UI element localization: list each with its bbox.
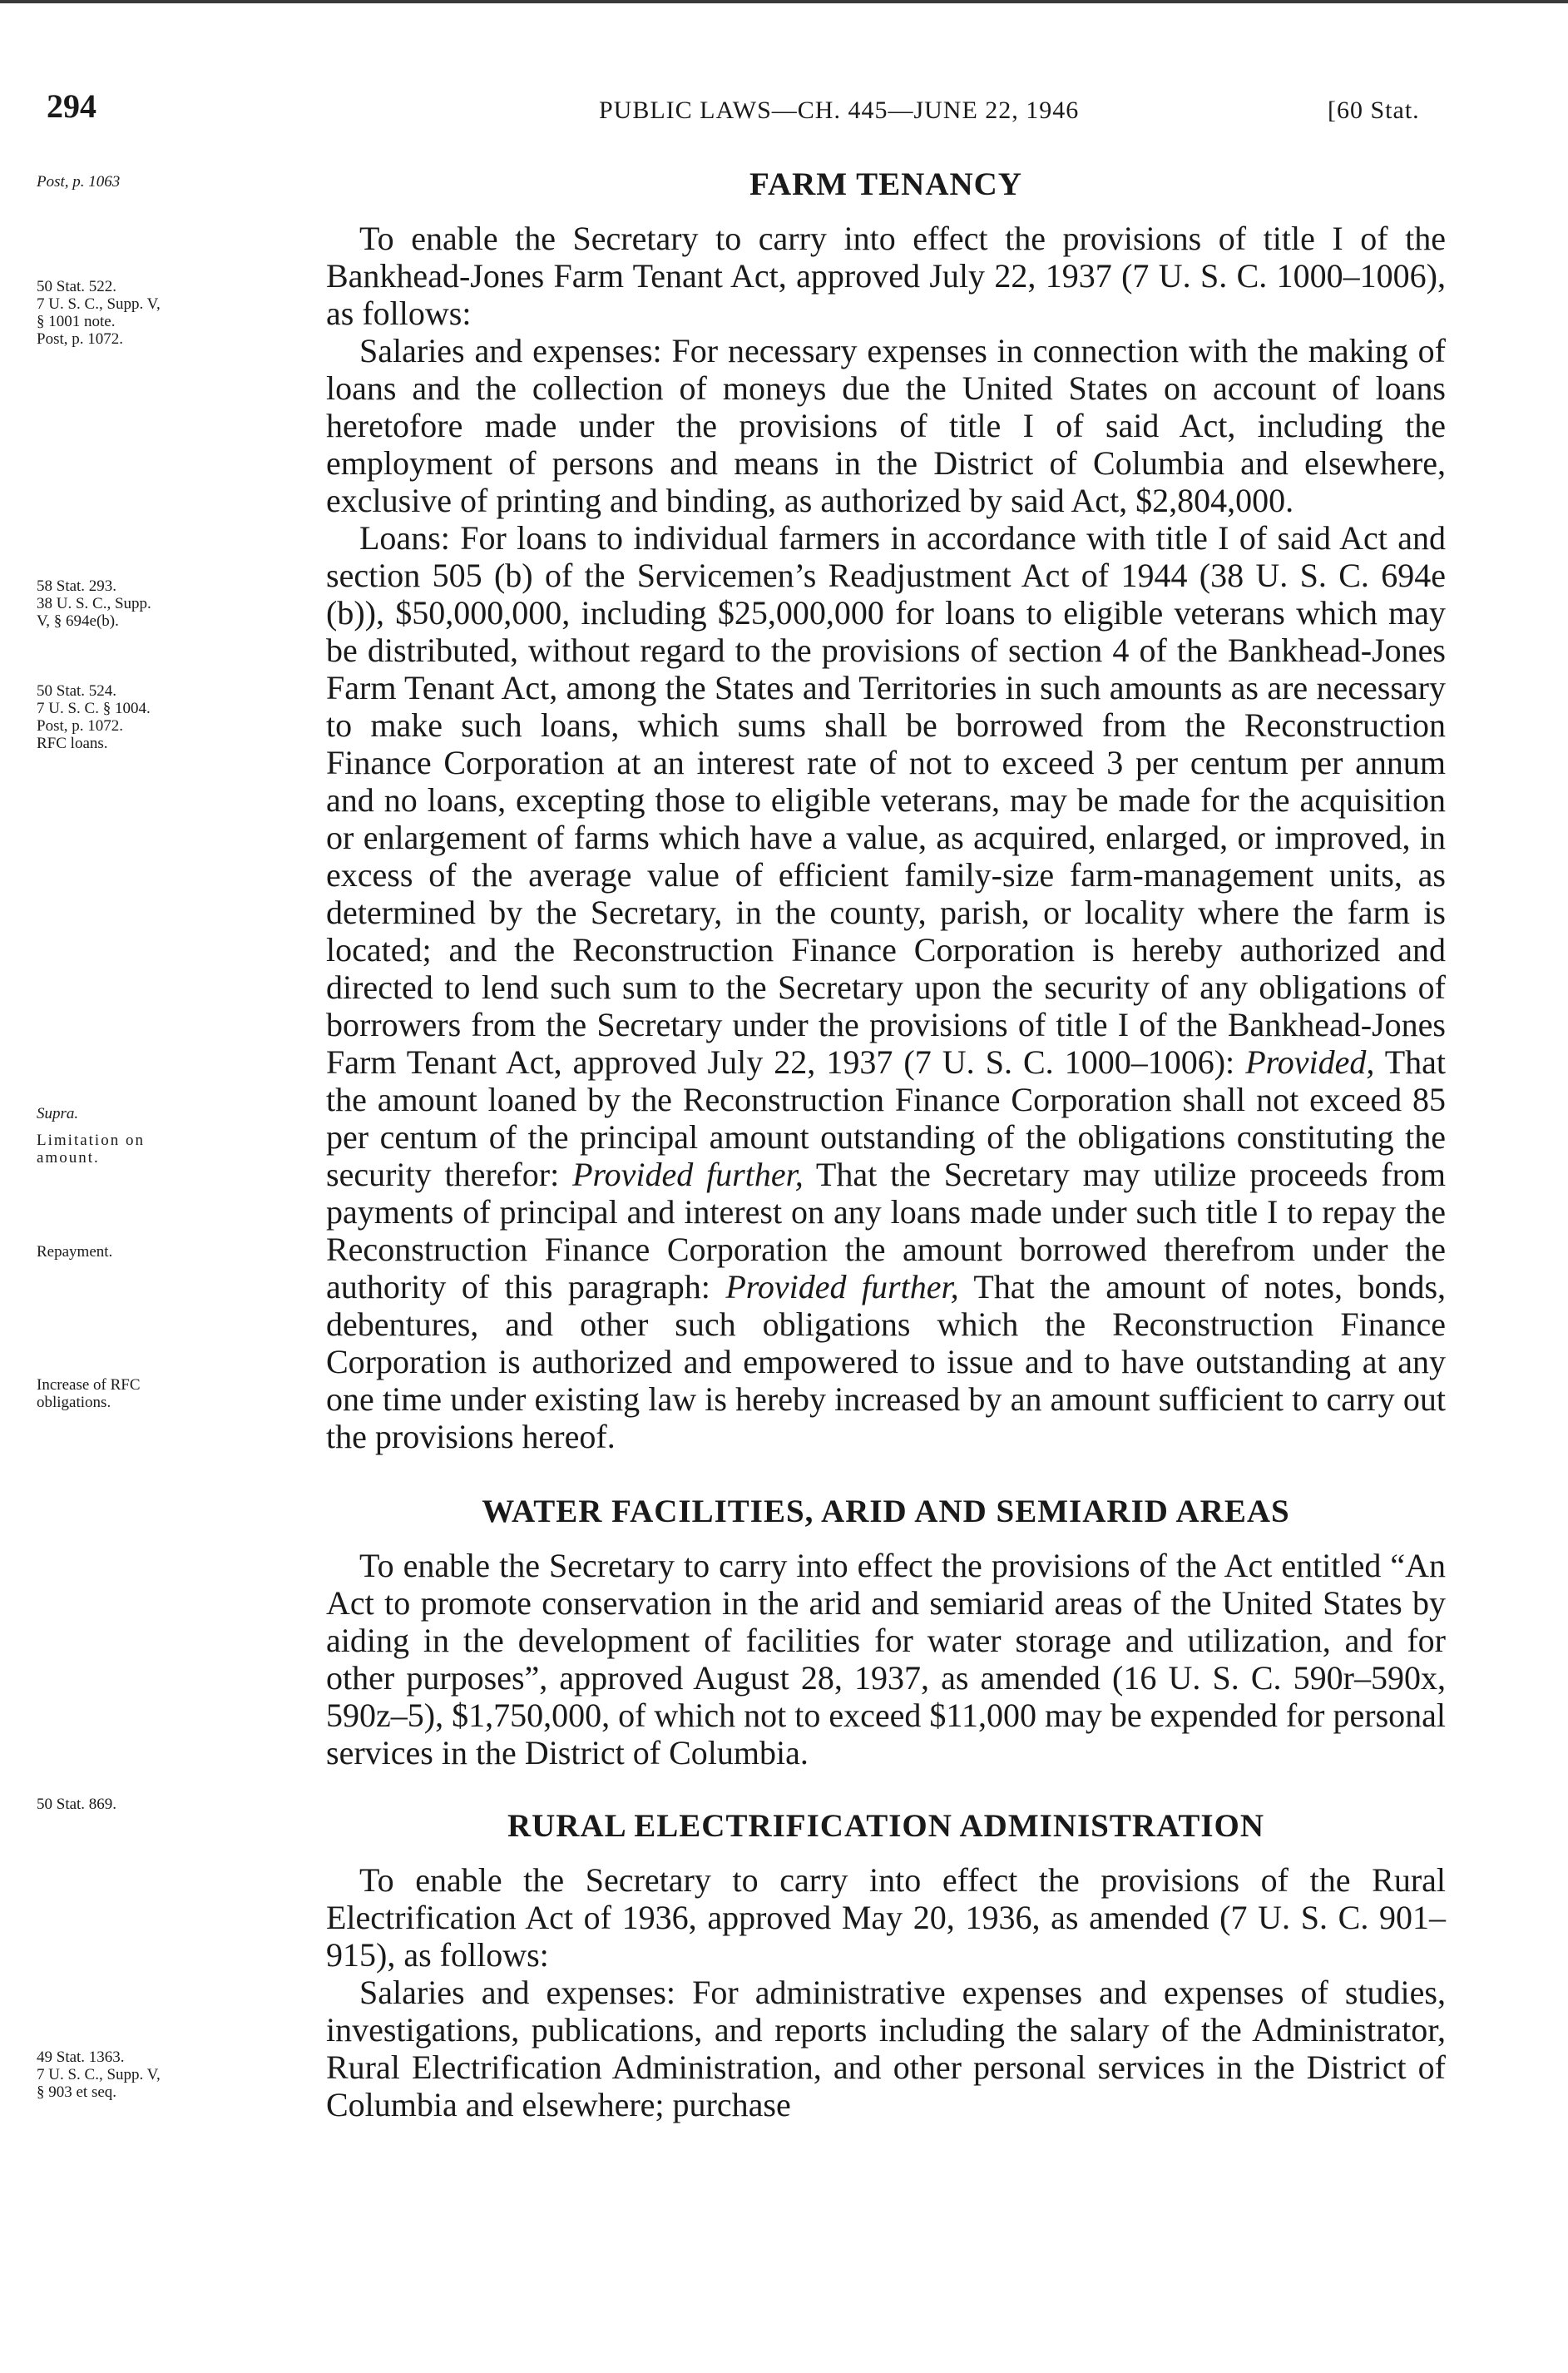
loans-text-a: Loans: For loans to individual farmers in accordance with title I of said Act and section 505 (b) of the Servicemen’s Readjustment Act of 1944 (38 U. S. C. 694e (b)), $50,000,000, including $25,000,000 for loans to eligible veterans which may be distributed, without regard to the provisions of section 4 of the Bankhead-Jones Farm Tenant Act, among the States and Territories in such amounts as are necessary to make such loans, which sums shall be borrowed from the Reconstruction Finance Corporation at an interest rate of not to exceed 3 per centum per annum and no loans, excepting those to eligible veterans, may be made for the acquisition or enlargement of farms which have a value, as acquired, enlarged, or improved, in excess of the average value of efficient family-size farm-management units, as determined by the Secretary, in the county, parish, or locality where the farm is located; and the Reconstruction Finance Corporation is hereby authorized and directed to lend such sum to the Secretary upon the security of any obligations of borrowers from the Secretary under the provisions of title I of the Bankhead-Jones Farm Tenant Act, approved July 22, 1937 (7 U. S. C. 1000–1006): — [326, 519, 1446, 1081]
loans-text-b: That the amount loaned by the Reconstruction Finance Corporation shall not exceed 85 per centum of the principal amount outstanding of the obligations constituting the security therefor: — [326, 1043, 1447, 1193]
top-border — [0, 0, 1568, 3]
provided-1: Provided, — [1245, 1043, 1375, 1081]
heading-water-facilities: WATER FACILITIES, ARID AND SEMIARID AREAS — [482, 1494, 1290, 1529]
paragraph-loans — [326, 519, 1446, 1455]
page-number: 294 — [47, 87, 96, 125]
margin-note-supra: Supra. — [37, 1105, 79, 1122]
margin-note-limitation: Limitation on amount. — [37, 1132, 145, 1167]
paragraph-farm-intro: To enable the Secretary to carry into effect the provisions of title I of the Bankhead-Jones Farm Tenant Act, approved July 22, 1937 (7 U. S. C. 1000–1006), as follows: — [326, 220, 1446, 332]
margin-note-post-1063: Post, p. 1063 — [37, 173, 121, 191]
margin-note-49-stat-1363: 49 Stat. 1363. 7 U. S. C., Supp. V, § 903 et seq. — [37, 2049, 161, 2101]
loans-text-c: That the Secretary may utilize proceeds from payments of principal and interest on any loans made under such title I to repay the Reconstruction Finance Corporation the amount borrowed therefrom under the authority of this paragraph: — [326, 1156, 1447, 1305]
margin-note-50-stat-522: 50 Stat. 522. 7 U. S. C., Supp. V, § 1001 note. Post, p. 1072. — [37, 278, 161, 348]
heading-rural-electrification: RURAL ELECTRIFICATION ADMINISTRATION — [507, 1808, 1265, 1844]
heading-farm-tenancy: FARM TENANCY — [749, 166, 1022, 202]
provided-2: Provided further, — [572, 1156, 804, 1193]
running-head: PUBLIC LAWS—CH. 445—JUNE 22, 1946 — [599, 97, 1080, 124]
margin-note-increase-rfc: Increase of RFC obligations. — [37, 1376, 141, 1411]
main-text-column — [326, 165, 1446, 2123]
loans-text-d: That the amount of notes, bonds, debentures, and other such obligations which the Reconstruction Finance Corporation is authorized and empowered to issue and to have outstanding at any one time under existing law is hereby increased by an amount sufficient to carry out the provisions hereof. — [326, 1268, 1447, 1455]
provided-3: Provided further, — [725, 1268, 959, 1305]
stat-reference: [60 Stat. — [1328, 97, 1420, 124]
margin-note-50-stat-869: 50 Stat. 869. — [37, 1796, 117, 1813]
margin-note-repayment: Repayment. — [37, 1243, 113, 1261]
margin-note-58-stat-293: 58 Stat. 293. 38 U. S. C., Supp. V, § 694e(b). — [37, 577, 151, 630]
paragraph-water-facilities: To enable the Secretary to carry into effect the provisions of the Act entitled “An Act to promote conservation in the arid and semiarid areas of the United States by aiding in the development of facilities for water storage and utilization, and for other purposes”, approved August 28, 1937, as amended (16 U. S. C. 590r–590x, 590z–5), $1,750,000, of which not to exceed $11,000 may be expended for personal services in the District of Columbia. — [326, 1547, 1446, 1771]
paragraph-rea-salaries: Salaries and expenses: For administrative expenses and expenses of studies, investigations, publications, and reports including the salary of the Administrator, Rural Electrification Administration, and other personal services in the District of Columbia and elsewhere; purchase — [326, 1974, 1446, 2123]
paragraph-salaries-expenses: Salaries and expenses: For necessary expenses in connection with the making of loans and the collection of moneys due the United States on account of loans heretofore made under the provisions of title I of said Act, including the employment of persons and means in the District of Columbia and elsewhere, exclusive of printing and binding, as authorized by said Act, $2,804,000. — [326, 332, 1446, 519]
paragraph-rea-intro: To enable the Secretary to carry into effect the provisions of the Rural Electrification Act of 1936, approved May 20, 1936, as amended (7 U. S. C. 901–915), as follows: — [326, 1861, 1446, 1974]
margin-note-50-stat-524: 50 Stat. 524. 7 U. S. C. § 1004. Post, p. 1072. RFC loans. — [37, 682, 151, 752]
